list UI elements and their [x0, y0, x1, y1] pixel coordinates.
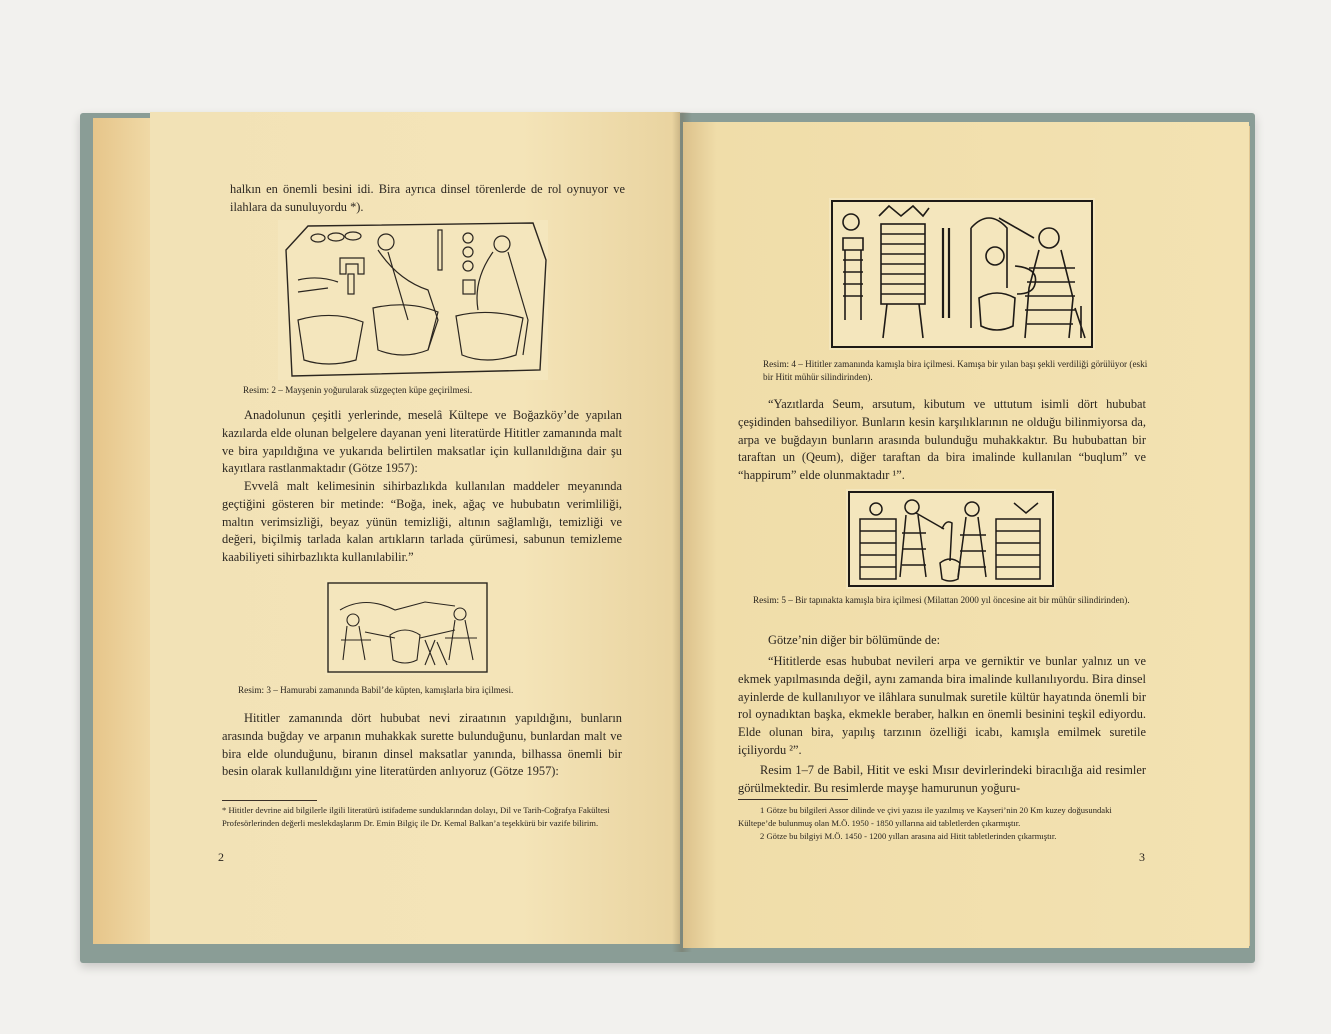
figure-4-cylinder-seal — [829, 198, 1095, 350]
left-paragraph-1: Anadolunun çeşitli yerlerinde, meselâ Kültepe ve Boğazköy’de yapılan kazılarda elde olunan belgelere dayanan yeni literatürde Hititler zamanında malt ve bira yapıldığına ve yukarıda belirtilen maksatlar için kullanıldığına dair şu kayıtlara rastlanmaktadır (Götze 1957): — [222, 408, 622, 476]
figure-5-caption: Resim: 5 – Bir tapınakta kamışla bira içilmesi (Milattan 2000 yıl öncesine ait bir mühür silindirinden). — [753, 595, 1130, 605]
right-footnote-1: 1 Götze bu bilgileri Assor dilinde ve çivi yazısı ile yazılmış ve Kayseri’nin 20 Km kuzey doğusundaki Kültepe’de bulunmuş olan M.Ö. 1950 - 1850 yıllarına aid tabletlerden çıkarmıştır. — [738, 805, 1112, 828]
figure-3-caption: Resim: 3 – Hamurabi zamanında Babil’de küpten, kamışlarla bira içilmesi. — [238, 685, 514, 695]
left-footnote: * Hititler devrine aid bilgilerle ilgili literatürü istifademe sunduklarından dolayı, Dil ve Tarih-Coğrafya Fakültesi Profesörlerinden değerli meslekdaşlarım Dr. Emin Bilgiç ile Dr. Kemal Balkan’a teşekkürü bir vazife bilirim. — [222, 805, 610, 828]
right-paragraph-1: Götze’nin diğer bir bölümünde de: — [768, 633, 941, 647]
right-page-number: 3 — [1139, 850, 1145, 864]
right-footnote-rule — [738, 799, 848, 800]
right-paragraph-2: Resim 1–7 de Babil, Hitit ve eski Mısır devirlerindeki biracılığa aid resimler görülmektedir. Bu resimlerde mayşe hamurunun yoğuru- — [738, 763, 1146, 795]
left-footnote-rule — [222, 800, 317, 801]
right-page — [683, 122, 1249, 948]
left-intro-text: halkın en önemli besini idi. Bira ayrıca dinsel törenlerde de rol oynuyor ve ilahlara da sunuluyordu *). — [230, 182, 625, 214]
right-quote-1: “Yazıtlarda Seum, arsutum, kibutum ve uttutum isimli dört hububat çeşidinden bahsediliyor. Bunların kesin karşılıklarının ne olduğu bilinmiyorsa da, arpa ve buğdayın bunların arasında bulunduğu muhakkaktır. Bu hububattan bir taraftan un (Qeum), diğer taraftan da bira imalinde kullanılan “buqlum” ve “happirum” elde olunmaktadır ¹”. — [738, 397, 1146, 483]
left-paragraph-3: Hititler zamanında dört hububat nevi ziraatının yapıldığını, bunların arasında buğday ve arpanın muhakkak surette bulunduğunu, bunlardan malt ve bira elde olunduğunu, biranın dinsel maksatlar yanında, bilhassa önemli bir besin olarak kullanıldığını yine literatürden anlıyoruz (Götze 1957): — [222, 711, 622, 779]
right-footnote-2: 2 Götze bu bilgiyi M.Ö. 1450 - 1200 yılları arasına aid Hitit tabletlerinden çıkarmıştır. — [760, 831, 1057, 841]
left-page — [150, 112, 680, 944]
figure-2-relief — [278, 220, 548, 380]
figure-3-cylinder-seal — [325, 580, 490, 675]
left-page-edge — [93, 118, 151, 944]
left-paragraph-2: Evvelâ malt kelimesinin sihirbazlıkda kullanılan maddeler meyanında geçtiğini gösteren bir metinde: “Boğa, inek, ağaç ve hububatın verimliliği, maltın verimsizliği, beyaz yünün temizliği, altının sağlamlığı, temizliği ve değeri, biçilmiş tarlada kalan artıkların tarlada çürümesi, sabunun temizleme kaabiliyeti sihirbazlıkta kullanılabilir.” — [222, 479, 622, 565]
figure-5-cylinder-seal — [846, 489, 1056, 589]
left-page-number: 2 — [218, 850, 224, 864]
right-quote-2: “Hititlerde esas hububat nevileri arpa ve gerniktir ve bunlar yalnız un ve ekmek yapılmasında değil, aynı zamanda bira imalinde kullanılıyordu. Bira dinsel ayinlerde de kullanılıyor ve ilâhlara sunulmak suretile kültür hayatında önemli bir rol oynadıktan başka, ekmekle beraber, halkın en önemli besinini teşkil ediyordu. Elde olunan bira, yapılış tarzının özelliği icabı, kamışla emilmek suretile içiliyordu ²”. — [738, 654, 1146, 757]
figure-2-caption: Resim: 2 – Mayşenin yoğurularak süzgeçten küpe geçirilmesi. — [243, 385, 473, 395]
figure-4-caption: Resim: 4 – Hititler zamanında kamışla bira içilmesi. Kamışa bir yılan başı şekli verdiliği görülüyor (eski bir Hitit mühür silindirinden). — [763, 359, 1148, 382]
